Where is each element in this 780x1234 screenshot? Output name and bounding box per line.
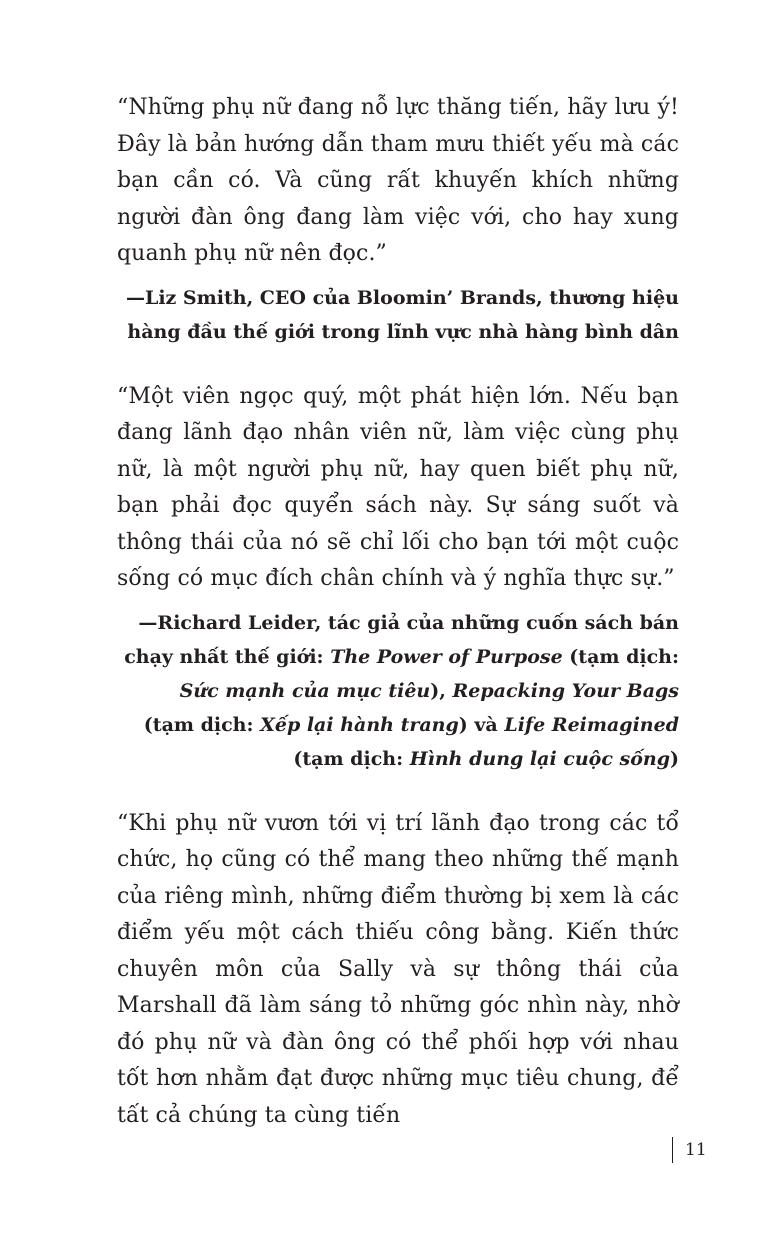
attribution-text: (tạm dịch:	[293, 747, 410, 770]
attribution-text: ),	[430, 679, 453, 702]
attribution-line: hàng đầu thế giới trong lĩnh vực nhà hàng bình dân	[127, 320, 679, 343]
book-title: The Power of Purpose	[330, 645, 563, 668]
attribution-text: )	[670, 747, 679, 770]
page-footer	[672, 1136, 707, 1164]
quote-continuing: “Khi phụ nữ vươn tới vị trí lãnh đạo trong các tổ chức, họ cũng có thể mang theo những thế mạnh của riêng mình, những điểm thường bị xem là các điểm yếu một cách thiếu công bằng. Kiến thức chuyên môn của Sally và sự thông thái của Marshall đã làm sáng tỏ những góc nhìn này, nhờ đó phụ nữ và đàn ông có thể phối hợp với nhau tốt hơn nhằm đạt được những mục tiêu chung, để tất cả chúng ta cùng tiến	[117, 810, 679, 1128]
book-title: Sức mạnh của mục tiêu	[179, 679, 431, 702]
quote-richard-leider: “Một viên ngọc quý, một phát hiện lớn. Nếu bạn đang lãnh đạo nhân viên nữ, làm việc cùng phụ nữ, là một người phụ nữ, hay quen biết phụ nữ, bạn phải đọc quyển sách này. Sự sáng suốt và thông thái của nó sẽ chỉ lối cho bạn tới một cuộc sống có mục đích chân chính và ý nghĩa thực sự.”	[117, 383, 679, 591]
book-page	[117, 90, 679, 1134]
attribution-liz-smith	[117, 281, 679, 349]
attribution-text: (tạm dịch:	[143, 713, 261, 736]
book-title: Hình dung lại cuộc sống	[409, 747, 670, 770]
attribution-line	[117, 742, 679, 776]
quote-liz-smith: “Những phụ nữ đang nỗ lực thăng tiến, hãy lưu ý! Đây là bản hướng dẫn tham mưu thiết yếu mà các bạn cần có. Và cũng rất khuyến khích những người đàn ông đang làm việc với, cho hay xung quanh phụ nữ nên đọc.”	[117, 95, 679, 266]
attribution-line	[117, 674, 679, 708]
attribution-line	[117, 606, 679, 640]
page-number-divider	[672, 1137, 673, 1163]
page-number: 11	[685, 1140, 707, 1160]
attribution-text: ) và	[458, 713, 505, 736]
book-title: Xếp lại hành trang	[260, 713, 459, 736]
attribution-text: (tạm dịch:	[562, 645, 679, 668]
attribution-line: —Liz Smith, CEO của Bloomin’ Brands, thương hiệu	[125, 286, 679, 309]
attribution-line	[117, 640, 679, 674]
attribution-richard-leider	[117, 606, 679, 776]
attribution-text: chạy nhất thế giới:	[124, 645, 331, 668]
attribution-text: —Richard Leider, tác giả của những cuốn sách bán	[138, 611, 679, 634]
book-title: Life Reimagined	[504, 713, 679, 736]
attribution-line	[117, 708, 679, 742]
book-title: Repacking Your Bags	[452, 679, 679, 702]
